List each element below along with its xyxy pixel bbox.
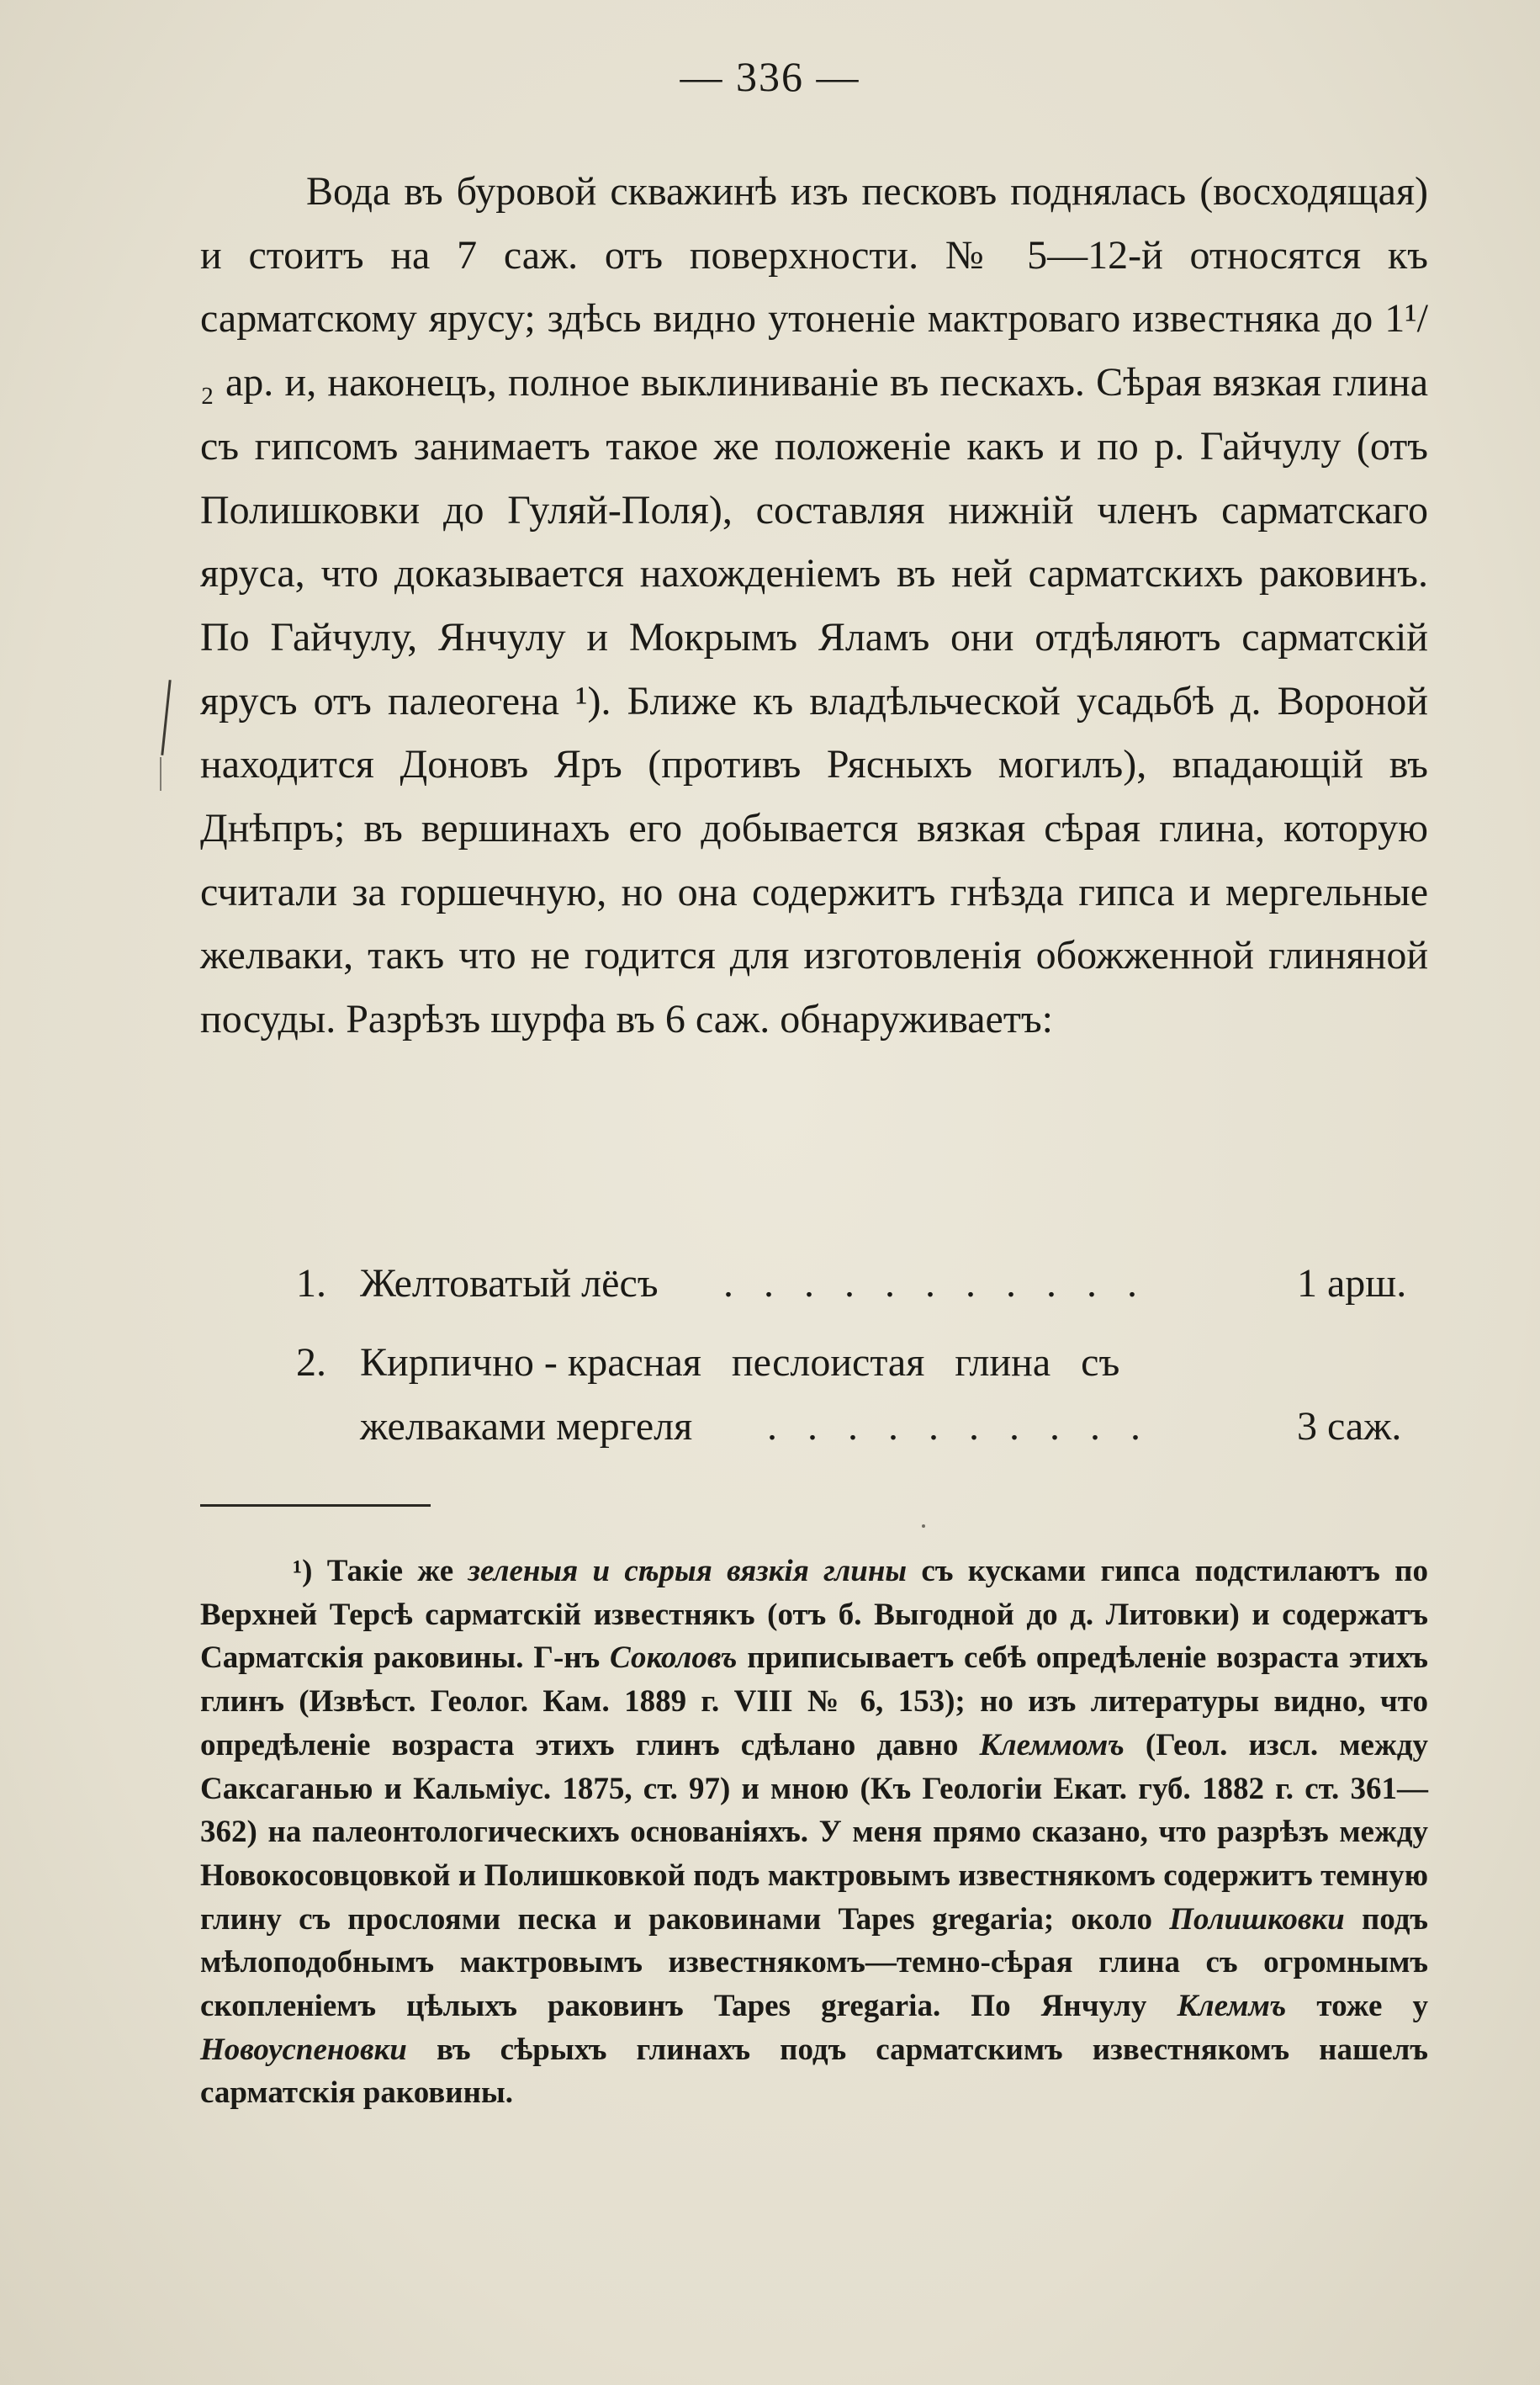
ink-speck xyxy=(922,1524,925,1528)
entry-thickness: 3 саж. xyxy=(1297,1404,1402,1449)
entry-description: Кирпично - красная песлоистая глина съ xyxy=(360,1340,1120,1385)
footnote-separator-rule xyxy=(200,1504,431,1507)
footnote-marker: ¹) xyxy=(293,1554,313,1588)
footnote-italic-phrase: зеленыя и сѣрыя вязкія глины xyxy=(468,1554,908,1588)
entry-description: Желтоватый лёсъ xyxy=(360,1261,659,1306)
margin-pencil-mark xyxy=(161,680,171,755)
body-paragraph: Вода въ буровой скважинѣ изъ песковъ поднялась (восходящая) и стоитъ на 7 саж. отъ поверхности. № 5—12-й относятся къ сарматскому ярусу; здѣсь видно утоненіе мактроваго известняка до 1¹/₂ ар. и, наконецъ, полное выклиниваніе въ пескахъ. Сѣрая вязкая глина съ гипсомъ занимаетъ такое же положеніе какъ и по р. Гайчулу (отъ Полишковки до Гуляй-Поля), составляя нижній членъ сарматскаго яруса, что доказывается нахожденіемъ въ ней сарматскихъ раковинъ. По Гайчулу, Янчулу и Мокрымъ Яламъ они отдѣляютъ сарматскій ярусъ отъ палеогена ¹). Ближе къ владѣльческой усадьбѣ д. Вороной находится Доновъ Яръ (противъ Рясныхъ могилъ), впадающій въ Днѣпръ; въ вершинахъ его добывается вязкая сѣрая глина, которую считали за горшечную, но она содержитъ гнѣзда гипса и мергельные желваки, такъ что не годится для изготовленія обожженной глиняной посуды. Разрѣзъ шурфа въ 6 саж. обнаруживаетъ: xyxy=(200,169,1428,1042)
entry-number: 1. xyxy=(296,1261,326,1306)
entry-thickness: 1 арш. xyxy=(1297,1261,1407,1306)
entry-description-continued: желваками мергеля xyxy=(360,1404,693,1449)
author-name-sokolov: Соколовъ xyxy=(610,1640,738,1676)
footnote: ¹) Такіе же зеленыя и сѣрыя вязкія глины съ кусками гипса подстилаютъ по Верхней Терсѣ сарматскій известнякъ (отъ б. Выгодной до д. Литовки) и содержатъ Сарматскія раковины. Г-нъ Соколовъ приписываетъ себѣ опредѣленіе возраста этихъ глинъ (Извѣст. Геолог. Кам. 1889 г. VIII № 6, 153); но изъ литературы видно, что опредѣленіе возраста этихъ глинъ сдѣлано давно Клеммомъ (Геол. изсл. между Саксаганью и Кальміус. 1875, ст. 97) и мною (Къ Геологіи Екат. губ. 1882 г. ст. 361—362) на палеонтологическихъ основаніяхъ. У меня прямо сказано, что разрѣзъ между Новокосовцовкой и Полишковкой подъ мактровымъ известнякомъ содержитъ темную глину съ прослоями песка и раковинами Tapes gregaria; около Полишковки подъ мѣлоподобнымъ мактровымъ известнякомъ—темно-сѣрая глина съ огромнымъ скопленіемъ цѣлыхъ раковинъ Tapes gregaria. По Янчулу Клеммъ тоже у Новоуспеновки въ сѣрыхъ глинахъ подъ сарматскимъ известнякомъ нашелъ сарматскія раковины. xyxy=(200,1554,1429,2111)
entry-leader-dots: . . . . . . . . . . xyxy=(767,1404,1151,1449)
entry-number: 2. xyxy=(296,1340,326,1385)
margin-pencil-mark xyxy=(160,757,161,791)
page-number: — 336 — xyxy=(680,53,860,100)
author-name-klemm: Клеммомъ xyxy=(979,1727,1125,1762)
place-name-novouspenovki: Новоуспеновки xyxy=(200,2032,407,2067)
place-name-polishkovki: Полишковки xyxy=(1169,1901,1345,1937)
entry-leader-dots: . . . . . . . . . . . xyxy=(723,1261,1147,1306)
author-name-klemm-2: Клеммъ xyxy=(1177,1989,1287,2024)
